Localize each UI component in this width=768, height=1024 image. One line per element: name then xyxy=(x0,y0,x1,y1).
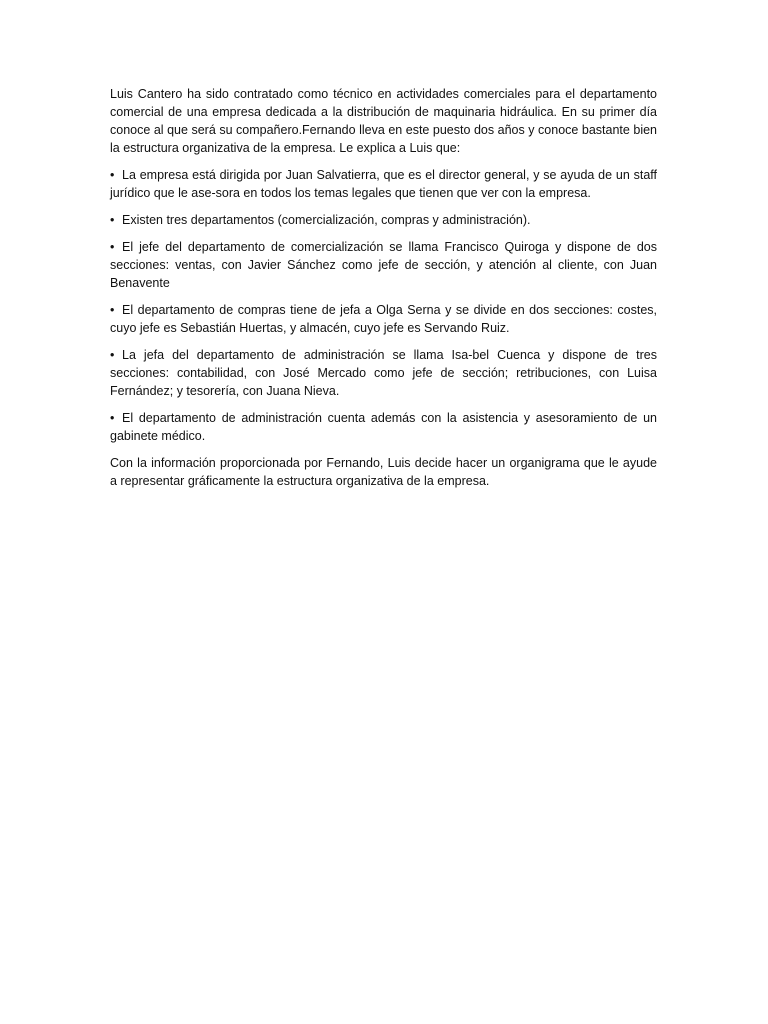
bullet-mark: • xyxy=(110,213,115,227)
bullet-mark: • xyxy=(110,168,115,182)
intro-paragraph: Luis Cantero ha sido contratado como técnico en actividades comerciales para el departamento comercial de una empresa dedicada a la distribución de maquinaria hidráulica. En su primer día conoce al que será su compañero.Fernando lleva en este puesto dos años y conoce bastante bien la estructura organizativa de la empresa. Le explica a Luis que: xyxy=(110,87,657,155)
bullet-text: El departamento de administración cuenta además con la asistencia y asesoramiento de un gabinete médico. xyxy=(110,411,657,443)
bullet-text: Existen tres departamentos (comercialización, compras y administración). xyxy=(122,213,531,227)
bullet-text: La jefa del departamento de administración se llama Isa-bel Cuenca y dispone de tres secciones: contabilidad, con José Mercado como jefe de sección; retribuciones, con Luisa Fernández; y tesorería, con Juana Nieva. xyxy=(110,348,657,398)
closing-paragraph: Con la información proporcionada por Fernando, Luis decide hacer un organigrama que le ayude a representar gráficamente la estructura organizativa de la empresa. xyxy=(110,456,657,488)
bullet-mark: • xyxy=(110,411,115,425)
bullet-text: El jefe del departamento de comercialización se llama Francisco Quiroga y dispone de dos secciones: ventas, con Javier Sánchez como jefe de sección, y atención al cliente, con Juan Benavente xyxy=(110,240,657,290)
bullet-mark: • xyxy=(110,348,115,362)
bullet-item xyxy=(110,346,657,400)
bullet-item xyxy=(110,301,657,337)
bullet-mark: • xyxy=(110,303,115,317)
bullet-item xyxy=(110,211,657,229)
bullet-item xyxy=(110,238,657,292)
bullet-text: El departamento de compras tiene de jefa a Olga Serna y se divide en dos secciones: costes, cuyo jefe es Sebastián Huertas, y almacén, cuyo jefe es Servando Ruiz. xyxy=(110,303,657,335)
bullet-mark: • xyxy=(110,240,115,254)
bullet-text: La empresa está dirigida por Juan Salvatierra, que es el director general, y se ayuda de un staff jurídico que le ase-sora en todos los temas legales que tienen que ver con la empresa. xyxy=(110,168,657,200)
document-page xyxy=(110,85,657,499)
bullet-item xyxy=(110,166,657,202)
bullet-item xyxy=(110,409,657,445)
